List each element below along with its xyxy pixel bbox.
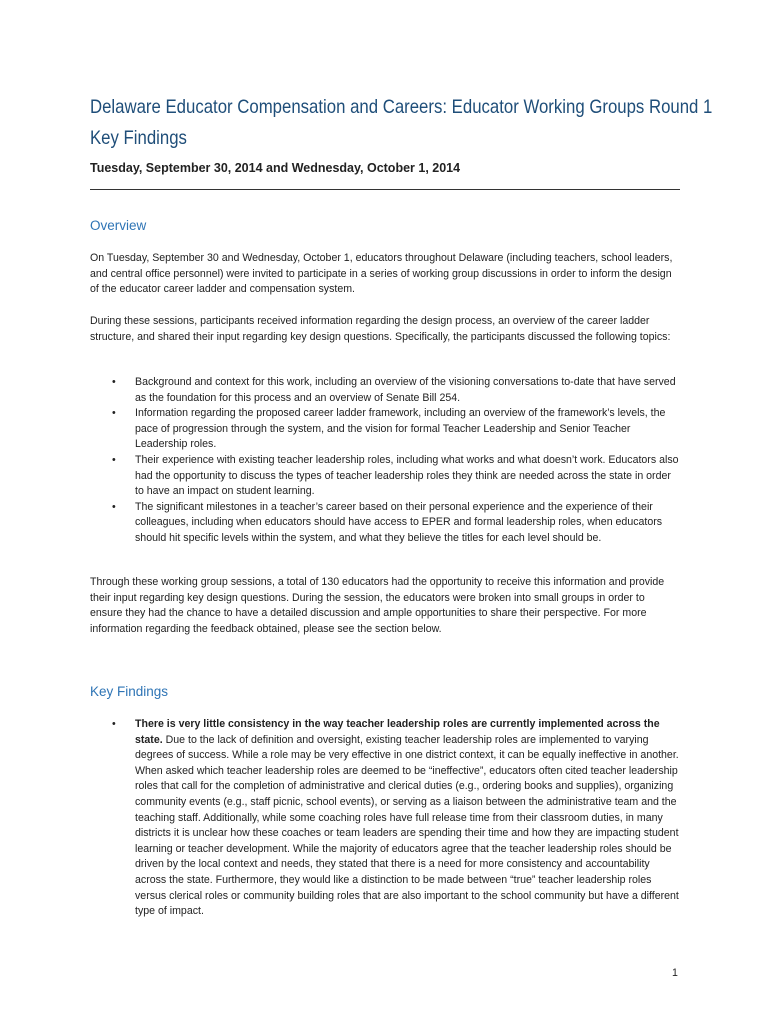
title-line-2: Key Findings	[90, 127, 187, 149]
key-findings-heading: Key Findings	[90, 684, 169, 699]
list-item	[90, 717, 680, 920]
bullet-glyph: •	[112, 718, 116, 730]
finding-lead-text: There is very little consistency in the way teacher leadership roles are currently implemented across the state.	[135, 718, 660, 746]
list-item	[90, 500, 680, 547]
header-divider	[90, 189, 680, 190]
list-item	[90, 406, 680, 453]
title-line-1: Delaware Educator Compensation and Careers: Educator Working Groups Round 1	[90, 96, 713, 118]
list-item	[90, 375, 680, 406]
page-number: 1	[672, 967, 678, 979]
bullet-glyph: •	[112, 407, 116, 420]
topics-list	[90, 375, 680, 547]
meeting-dates: Tuesday, September 30, 2014 and Wednesday, October 1, 2014	[90, 161, 461, 175]
bullet-glyph: •	[112, 500, 116, 513]
list-item-text: Information regarding the proposed career ladder framework, including an overview of the framework’s levels, the pace of progression through the system, and the vision for formal Teacher Leadership and Senior Teacher Leadership roles.	[135, 407, 666, 451]
list-item-text: Their experience with existing teacher leadership roles, including what works and what doesn’t work. Educators also had the opportunity to discuss the types of teacher leadership roles they think are needed across the state in order to have an impact on student learning.	[135, 453, 679, 498]
findings-list	[90, 717, 680, 920]
bullet-glyph: •	[112, 453, 116, 466]
bullet-glyph: •	[112, 376, 116, 388]
document-title	[90, 92, 713, 154]
overview-paragraph-3: Through these working group sessions, a total of 130 educators had the opportunity to receive this information and provide their input regarding key design questions. During the session, the educators were broken into small groups in order to ensure they had the chance to have a detailed discussion and ample opportunities to share their perspective. For more information regarding the feedback obtained, please see the section below.	[90, 576, 665, 635]
overview-paragraph-1: On Tuesday, September 30 and Wednesday, October 1, educators throughout Delaware (including teachers, school leaders, and central office personnel) were invited to participate in a series of working group discussions in order to inform the design of the educator career ladder and compensation system.	[90, 252, 673, 296]
finding-body-text: Due to the lack of definition and oversight, existing teacher leadership roles are implemented to varying degrees of success. While a role may be very effective in one district context, it can be equally ineffective in another. When asked which teacher leadership roles are deemed to be “ineffective”, educators often cited teacher leadership roles that call for the completion of administrative and clerical duties (e.g., ordering books and supplies), organizing community events (e.g., staff picnic, school events), or serving as a liaison between the administrative team and the teaching staff. Additionally, while some coaching roles have full release time from their classroom duties, in many districts it is unclear how these coaches or team leaders are spending their time and how they are impacting student learning or teacher development. While the majority of educators agree that the teacher leadership roles should be driven by the local context and needs, they stated that there is a need for more consistency and accountability across the state. Furthermore, they would like a distinction to be made between “true” teacher leadership roles versus clerical roles or community building roles that are also important to the school community but have a different type of impact.	[135, 733, 679, 918]
list-item	[90, 453, 680, 500]
overview-paragraph-2: During these sessions, participants received information regarding the design process, an overview of the career ladder structure, and shared their input regarding key design questions. Specifically, the participants discussed the following topics:	[90, 315, 671, 343]
overview-heading: Overview	[90, 218, 147, 233]
list-item-text: Background and context for this work, including an overview of the visioning conversations to-date that have served as the foundation for this process and an overview of Senate Bill 254.	[135, 376, 676, 404]
list-item-text: The significant milestones in a teacher’s career based on their personal experience and the experience of their colleagues, including when educators should have access to EPER and formal leadership roles, when educators should hit specific levels within the system, and what they believe the titles for each level should be.	[135, 500, 663, 544]
